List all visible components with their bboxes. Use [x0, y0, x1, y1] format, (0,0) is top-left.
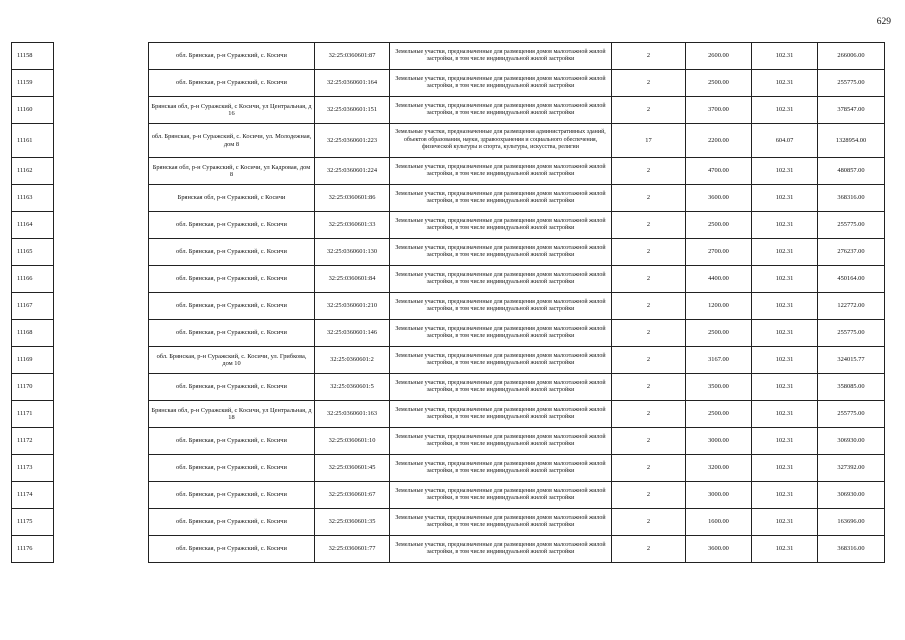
record-number-cell: 11163 [12, 185, 54, 212]
area-cell: 3200.00 [686, 455, 752, 482]
unit-rate-cell: 102.31 [752, 43, 818, 70]
record-number-cell: 11169 [12, 347, 54, 374]
cadastral-number-cell: 32:25:0360601:163 [315, 401, 390, 428]
group-code-cell: 2 [612, 97, 686, 124]
cadastral-number-cell: 32:25:0360601:67 [315, 482, 390, 509]
land-use-cell: Земельные участки, предназначенные для размещения домов малоэтажной жилой застройки, в том числе индивидуальной жилой застройки [390, 266, 612, 293]
cadastral-number-cell: 32:25:0360601:151 [315, 97, 390, 124]
unit-rate-cell: 102.31 [752, 70, 818, 97]
area-cell: 2500.00 [686, 320, 752, 347]
record-number-cell: 11170 [12, 374, 54, 401]
table-row [12, 455, 885, 482]
unit-rate-cell: 102.31 [752, 428, 818, 455]
group-code-cell: 2 [612, 43, 686, 70]
address-cell: обл. Брянская, р-н Суражский, с. Косичи [149, 536, 315, 563]
cadastral-number-cell: 32:25:0360601:87 [315, 43, 390, 70]
table-row [12, 374, 885, 401]
table-row [12, 536, 885, 563]
record-number-cell: 11172 [12, 428, 54, 455]
table-row [12, 482, 885, 509]
area-cell: 3000.00 [686, 482, 752, 509]
cadastral-value-cell: 276237.00 [818, 239, 885, 266]
unit-rate-cell: 102.31 [752, 347, 818, 374]
land-use-cell: Земельные участки, предназначенные для размещения домов малоэтажной жилой застройки, в том числе индивидуальной жилой застройки [390, 320, 612, 347]
land-use-cell: Земельные участки, предназначенные для размещения домов малоэтажной жилой застройки, в том числе индивидуальной жилой застройки [390, 43, 612, 70]
land-use-cell: Земельные участки, предназначенные для размещения административных зданий, объектов образования, науки, здравоохранения и социального обеспечения, физической культуры и спорта, культуры, искусства, религии [390, 124, 612, 158]
land-use-cell: Земельные участки, предназначенные для размещения домов малоэтажной жилой застройки, в том числе индивидуальной жилой застройки [390, 212, 612, 239]
unit-rate-cell: 102.31 [752, 293, 818, 320]
cadastral-number-cell: 32:25:0360601:35 [315, 509, 390, 536]
land-use-cell: Земельные участки, предназначенные для размещения домов малоэтажной жилой застройки, в том числе индивидуальной жилой застройки [390, 70, 612, 97]
unit-rate-cell: 102.31 [752, 97, 818, 124]
cadastral-number-cell: 32:25:0360601:10 [315, 428, 390, 455]
table-row [12, 509, 885, 536]
group-code-cell: 2 [612, 401, 686, 428]
record-number-cell: 11171 [12, 401, 54, 428]
cadastral-value-cell: 368316.00 [818, 185, 885, 212]
group-code-cell: 17 [612, 124, 686, 158]
address-cell: обл. Брянская, р-н Суражский, с. Косичи [149, 482, 315, 509]
spacer-cell [54, 536, 149, 563]
record-number-cell: 11160 [12, 97, 54, 124]
address-cell: обл. Брянская, р-н Суражский, с. Косичи [149, 455, 315, 482]
cadastral-number-cell: 32:25:0360601:2 [315, 347, 390, 374]
unit-rate-cell: 102.31 [752, 536, 818, 563]
group-code-cell: 2 [612, 70, 686, 97]
spacer-cell [54, 401, 149, 428]
record-number-cell: 11174 [12, 482, 54, 509]
table-row [12, 158, 885, 185]
address-cell: обл. Брянская, р-н Суражский, с. Косичи [149, 70, 315, 97]
group-code-cell: 2 [612, 509, 686, 536]
spacer-cell [54, 374, 149, 401]
table-row [12, 428, 885, 455]
spacer-cell [54, 293, 149, 320]
address-cell: обл. Брянская, р-н Суражский, с. Косичи [149, 320, 315, 347]
unit-rate-cell: 102.31 [752, 239, 818, 266]
address-cell: обл. Брянская, р-н Суражский, с. Косичи [149, 239, 315, 266]
record-number-cell: 11175 [12, 509, 54, 536]
cadastral-value-cell: 255775.00 [818, 70, 885, 97]
record-number-cell: 11162 [12, 158, 54, 185]
unit-rate-cell: 102.31 [752, 509, 818, 536]
group-code-cell: 2 [612, 293, 686, 320]
land-use-cell: Земельные участки, предназначенные для размещения домов малоэтажной жилой застройки, в том числе индивидуальной жилой застройки [390, 239, 612, 266]
record-number-cell: 11173 [12, 455, 54, 482]
table-row [12, 401, 885, 428]
area-cell: 3500.00 [686, 374, 752, 401]
address-cell: обл. Брянская, р-н Суражский, с. Косичи [149, 509, 315, 536]
unit-rate-cell: 102.31 [752, 266, 818, 293]
land-use-cell: Земельные участки, предназначенные для размещения домов малоэтажной жилой застройки, в том числе индивидуальной жилой застройки [390, 97, 612, 124]
group-code-cell: 2 [612, 266, 686, 293]
table-row [12, 320, 885, 347]
group-code-cell: 2 [612, 239, 686, 266]
area-cell: 2200.00 [686, 124, 752, 158]
area-cell: 4400.00 [686, 266, 752, 293]
spacer-cell [54, 212, 149, 239]
record-number-cell: 11164 [12, 212, 54, 239]
group-code-cell: 2 [612, 158, 686, 185]
spacer-cell [54, 428, 149, 455]
address-cell: обл. Брянская, р-н Суражский, с. Косичи, ул. Молодежная, дом 8 [149, 124, 315, 158]
cadastral-number-cell: 32:25:0360601:5 [315, 374, 390, 401]
cadastral-value-cell: 163696.00 [818, 509, 885, 536]
area-cell: 3600.00 [686, 185, 752, 212]
cadastral-registry-table [11, 42, 885, 563]
table-row [12, 97, 885, 124]
cadastral-value-cell: 378547.00 [818, 97, 885, 124]
spacer-cell [54, 320, 149, 347]
cadastral-number-cell: 32:25:0360601:130 [315, 239, 390, 266]
group-code-cell: 2 [612, 320, 686, 347]
cadastral-value-cell: 327392.00 [818, 455, 885, 482]
record-number-cell: 11176 [12, 536, 54, 563]
area-cell: 2500.00 [686, 212, 752, 239]
spacer-cell [54, 185, 149, 212]
table-body [12, 43, 885, 563]
address-cell: обл. Брянская, р-н Суражский, с. Косичи [149, 374, 315, 401]
record-number-cell: 11167 [12, 293, 54, 320]
group-code-cell: 2 [612, 428, 686, 455]
address-cell: Брянская обл, р-н Суражский, с Косичи, ул Центральная, д 16 [149, 97, 315, 124]
unit-rate-cell: 604.07 [752, 124, 818, 158]
spacer-cell [54, 482, 149, 509]
land-use-cell: Земельные участки, предназначенные для размещения домов малоэтажной жилой застройки, в том числе индивидуальной жилой застройки [390, 536, 612, 563]
spacer-cell [54, 266, 149, 293]
land-use-cell: Земельные участки, предназначенные для размещения домов малоэтажной жилой застройки, в том числе индивидуальной жилой застройки [390, 347, 612, 374]
spacer-cell [54, 347, 149, 374]
group-code-cell: 2 [612, 347, 686, 374]
cadastral-number-cell: 32:25:0360601:224 [315, 158, 390, 185]
land-use-cell: Земельные участки, предназначенные для размещения домов малоэтажной жилой застройки, в том числе индивидуальной жилой застройки [390, 185, 612, 212]
group-code-cell: 2 [612, 536, 686, 563]
unit-rate-cell: 102.31 [752, 212, 818, 239]
area-cell: 3700.00 [686, 97, 752, 124]
address-cell: Брянская обл, р-н Суражский, с Косичи, ул Кадровая, дом 8 [149, 158, 315, 185]
cadastral-value-cell: 358085.00 [818, 374, 885, 401]
land-use-cell: Земельные участки, предназначенные для размещения домов малоэтажной жилой застройки, в том числе индивидуальной жилой застройки [390, 401, 612, 428]
area-cell: 2500.00 [686, 70, 752, 97]
group-code-cell: 2 [612, 455, 686, 482]
area-cell: 3600.00 [686, 536, 752, 563]
area-cell: 2500.00 [686, 401, 752, 428]
record-number-cell: 11159 [12, 70, 54, 97]
group-code-cell: 2 [612, 482, 686, 509]
spacer-cell [54, 124, 149, 158]
cadastral-value-cell: 255775.00 [818, 212, 885, 239]
cadastral-number-cell: 32:25:0360601:77 [315, 536, 390, 563]
cadastral-value-cell: 306930.00 [818, 428, 885, 455]
cadastral-number-cell: 32:25:0360601:164 [315, 70, 390, 97]
table-row [12, 239, 885, 266]
land-use-cell: Земельные участки, предназначенные для размещения домов малоэтажной жилой застройки, в том числе индивидуальной жилой застройки [390, 158, 612, 185]
cadastral-value-cell: 450164.00 [818, 266, 885, 293]
spacer-cell [54, 158, 149, 185]
area-cell: 1200.00 [686, 293, 752, 320]
address-cell: обл. Брянская, р-н Суражский, с. Косичи [149, 428, 315, 455]
spacer-cell [54, 239, 149, 266]
record-number-cell: 11161 [12, 124, 54, 158]
cadastral-value-cell: 480857.00 [818, 158, 885, 185]
table-row [12, 212, 885, 239]
group-code-cell: 2 [612, 212, 686, 239]
record-number-cell: 11166 [12, 266, 54, 293]
table-row [12, 185, 885, 212]
table-row [12, 43, 885, 70]
cadastral-value-cell: 306930.00 [818, 482, 885, 509]
cadastral-number-cell: 32:25:0360601:86 [315, 185, 390, 212]
cadastral-value-cell: 368316.00 [818, 536, 885, 563]
unit-rate-cell: 102.31 [752, 185, 818, 212]
land-use-cell: Земельные участки, предназначенные для размещения домов малоэтажной жилой застройки, в том числе индивидуальной жилой застройки [390, 455, 612, 482]
unit-rate-cell: 102.31 [752, 401, 818, 428]
cadastral-value-cell: 1328954.00 [818, 124, 885, 158]
cadastral-value-cell: 255775.00 [818, 320, 885, 347]
area-cell: 2700.00 [686, 239, 752, 266]
record-number-cell: 11168 [12, 320, 54, 347]
table-row [12, 124, 885, 158]
cadastral-number-cell: 32:25:0360601:45 [315, 455, 390, 482]
area-cell: 4700.00 [686, 158, 752, 185]
land-use-cell: Земельные участки, предназначенные для размещения домов малоэтажной жилой застройки, в том числе индивидуальной жилой застройки [390, 374, 612, 401]
address-cell: Брянская обл, р-н Суражский, с Косичи [149, 185, 315, 212]
cadastral-value-cell: 324015.77 [818, 347, 885, 374]
spacer-cell [54, 455, 149, 482]
land-use-cell: Земельные участки, предназначенные для размещения домов малоэтажной жилой застройки, в том числе индивидуальной жилой застройки [390, 428, 612, 455]
spacer-cell [54, 97, 149, 124]
cadastral-number-cell: 32:25:0360601:223 [315, 124, 390, 158]
unit-rate-cell: 102.31 [752, 482, 818, 509]
record-number-cell: 11165 [12, 239, 54, 266]
table-row [12, 347, 885, 374]
spacer-cell [54, 70, 149, 97]
address-cell: обл. Брянская, р-н Суражский, с. Косичи [149, 293, 315, 320]
page-number: 629 [876, 17, 891, 27]
cadastral-value-cell: 266006.00 [818, 43, 885, 70]
unit-rate-cell: 102.31 [752, 158, 818, 185]
address-cell: обл. Брянская, р-н Суражский, с. Косичи [149, 43, 315, 70]
cadastral-number-cell: 32:25:0360601:33 [315, 212, 390, 239]
cadastral-value-cell: 255775.00 [818, 401, 885, 428]
land-use-cell: Земельные участки, предназначенные для размещения домов малоэтажной жилой застройки, в том числе индивидуальной жилой застройки [390, 509, 612, 536]
area-cell: 2600.00 [686, 43, 752, 70]
group-code-cell: 2 [612, 185, 686, 212]
area-cell: 1600.00 [686, 509, 752, 536]
table-row [12, 70, 885, 97]
spacer-cell [54, 43, 149, 70]
spacer-cell [54, 509, 149, 536]
record-number-cell: 11158 [12, 43, 54, 70]
table-row [12, 293, 885, 320]
area-cell: 3000.00 [686, 428, 752, 455]
land-use-cell: Земельные участки, предназначенные для размещения домов малоэтажной жилой застройки, в том числе индивидуальной жилой застройки [390, 482, 612, 509]
area-cell: 3167.00 [686, 347, 752, 374]
group-code-cell: 2 [612, 374, 686, 401]
address-cell: обл. Брянская, р-н Суражский, с. Косичи, ул. Грибкова, дом 10 [149, 347, 315, 374]
cadastral-number-cell: 32:25:0360601:210 [315, 293, 390, 320]
unit-rate-cell: 102.31 [752, 374, 818, 401]
table-row [12, 266, 885, 293]
cadastral-value-cell: 122772.00 [818, 293, 885, 320]
unit-rate-cell: 102.31 [752, 320, 818, 347]
address-cell: Брянская обл, р-н Суражский, с Косичи, ул Центральная, д 18 [149, 401, 315, 428]
unit-rate-cell: 102.31 [752, 455, 818, 482]
cadastral-number-cell: 32:25:0360601:146 [315, 320, 390, 347]
land-use-cell: Земельные участки, предназначенные для размещения домов малоэтажной жилой застройки, в том числе индивидуальной жилой застройки [390, 293, 612, 320]
address-cell: обл. Брянская, р-н Суражский, с. Косичи [149, 266, 315, 293]
cadastral-number-cell: 32:25:0360601:84 [315, 266, 390, 293]
address-cell: обл. Брянская, р-н Суражский, с. Косичи [149, 212, 315, 239]
